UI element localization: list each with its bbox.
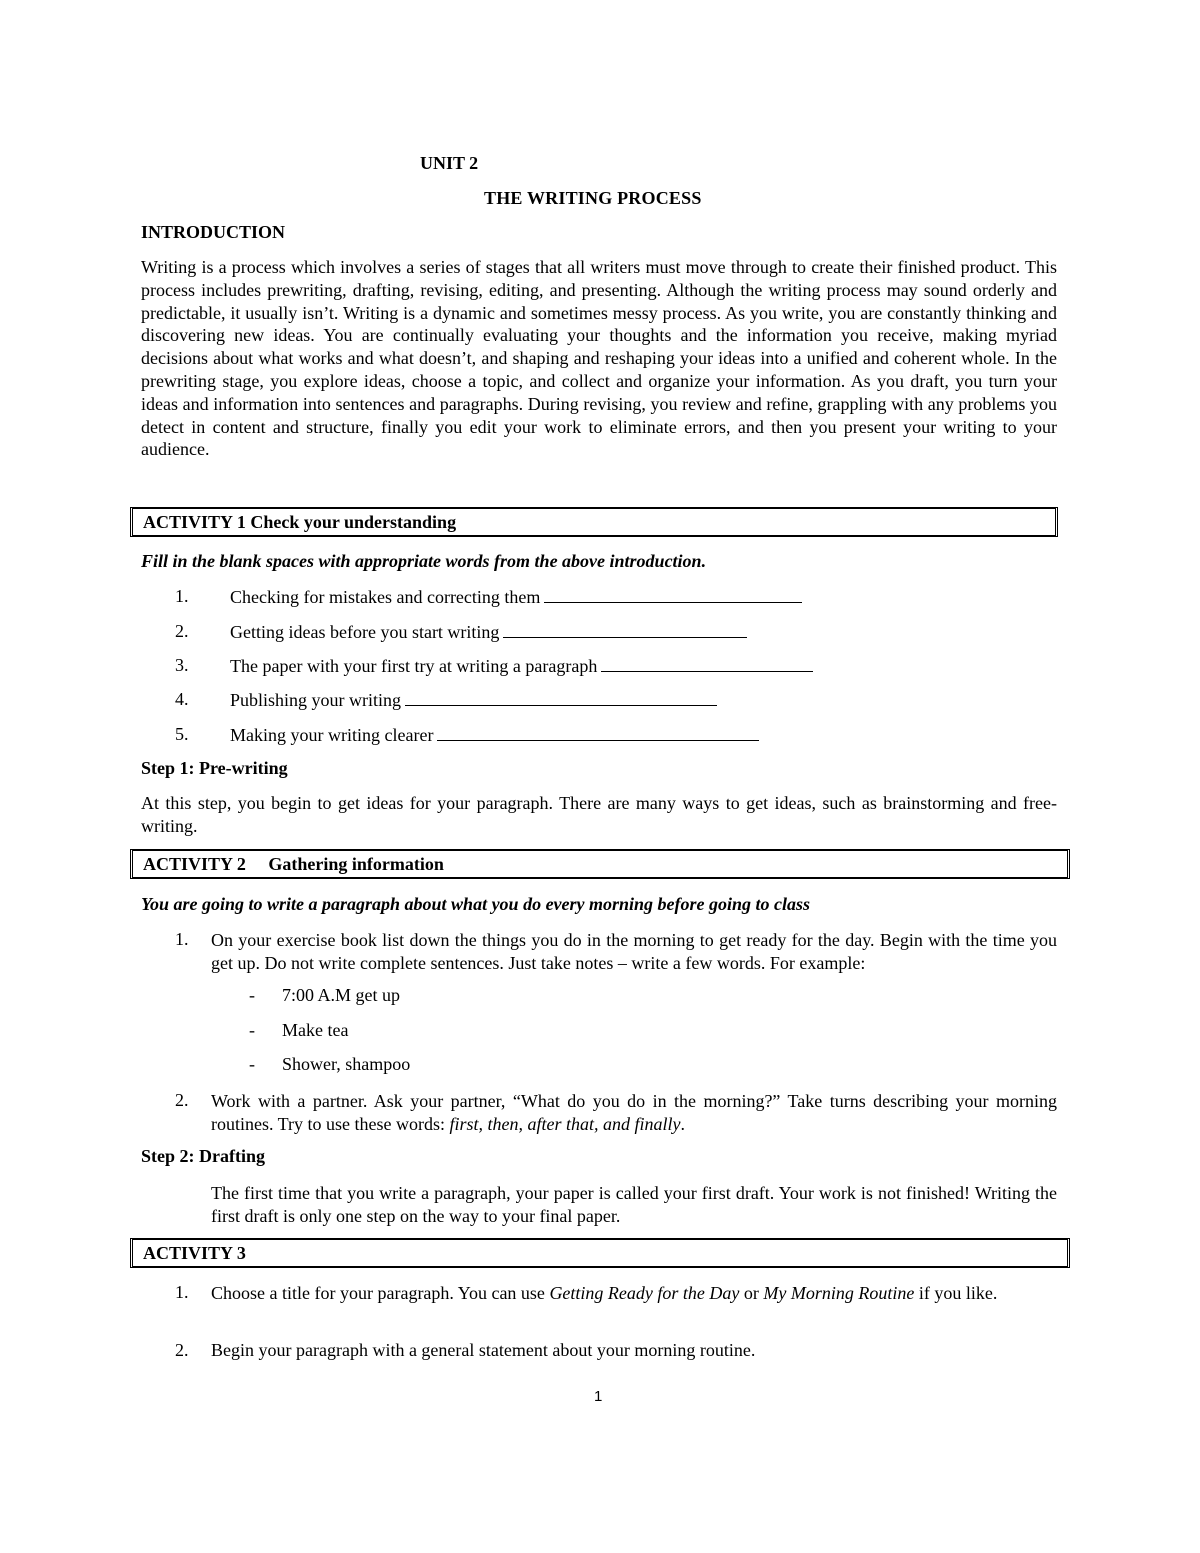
page-number: 1 <box>594 1388 603 1405</box>
activity-1-box <box>130 507 1058 537</box>
unit-label: UNIT 2 <box>420 153 479 173</box>
activity-3-item-1-title-a: Getting Ready for the Day <box>549 1283 740 1303</box>
example-3-dash: - <box>249 1054 255 1074</box>
activity-1-instruction: Fill in the blank spaces with appropriate words from the above introduction. <box>141 551 707 571</box>
activity-1-item-1-number: 1. <box>175 586 189 606</box>
activity-1-item-2-number: 2. <box>175 621 189 641</box>
activity-1-item-5-number: 5. <box>175 724 189 744</box>
activity-1-item-3-number: 3. <box>175 655 189 675</box>
activity-1-item-5-text: Making your writing clearer <box>230 725 434 745</box>
activity-1-item-3-text: The paper with your first try at writing a paragraph <box>230 656 598 676</box>
activity-1-label: ACTIVITY 1 Check your understanding <box>143 512 457 532</box>
example-2-text: Make tea <box>282 1020 349 1040</box>
activity-3-item-1-end: if you like. <box>914 1283 998 1303</box>
example-3-text: Shower, shampoo <box>282 1054 411 1074</box>
example-2-dash: - <box>249 1020 255 1040</box>
answer-blank[interactable] <box>601 655 813 672</box>
example-1-dash: - <box>249 985 255 1005</box>
activity-3-box <box>130 1238 1070 1268</box>
activity-2-instruction: You are going to write a paragraph about what you do every morning before going to class <box>141 894 811 914</box>
activity-2-box <box>130 849 1070 879</box>
activity-2-item-2-end: . <box>680 1113 685 1134</box>
answer-blank[interactable] <box>503 621 747 638</box>
activity-3-item-1 <box>211 1282 1057 1305</box>
activity-1-item-4-number: 4. <box>175 689 189 709</box>
activity-1-item-4 <box>230 689 717 711</box>
page-title: THE WRITING PROCESS <box>484 188 702 208</box>
answer-blank[interactable] <box>437 724 759 741</box>
activity-1-item-3 <box>230 655 813 677</box>
example-1-text: 7:00 A.M get up <box>282 985 401 1005</box>
step-1-text: At this step, you begin to get ideas for your paragraph. There are many ways to get ideas, such as brainstorming and free-writing. <box>141 793 1057 836</box>
answer-blank[interactable] <box>405 689 717 706</box>
activity-1-item-4-text: Publishing your writing <box>230 690 402 710</box>
activity-3-item-1-title-b: My Morning Routine <box>763 1283 915 1303</box>
activity-2-item-1-text: On your exercise book list down the things you do in the morning to get ready for the day. Begin with the time you get up. Do not write complete sentences. Just take notes – write a few words. For example: <box>211 930 1057 973</box>
answer-blank[interactable] <box>544 586 802 603</box>
activity-1-item-5 <box>230 724 759 746</box>
activity-2-label: ACTIVITY 2 Gathering information <box>143 854 444 874</box>
activity-3-item-1-or: or <box>739 1283 764 1303</box>
activity-2-item-2-text: Work with a partner. Ask your partner, “What do you do in the morning?” Take turns describing your morning routines. Try to use these words: <box>211 1091 1057 1134</box>
activity-1-item-1-text: Checking for mistakes and correcting them <box>230 587 541 607</box>
activity-3-label: ACTIVITY 3 <box>143 1243 246 1263</box>
activity-3-item-1-number: 1. <box>175 1282 189 1302</box>
activity-2-item-2-number: 2. <box>175 1090 189 1110</box>
introduction-heading: INTRODUCTION <box>141 222 286 242</box>
activity-1-item-2 <box>230 621 747 643</box>
introduction-text: Writing is a process which involves a series of stages that all writers must move through to create their finished product. This process includes prewriting, drafting, revising, editing, and presenting. Although the writing process may sound orderly and predictable, it usually isn’t. Writing is a dynamic and sometimes messy process. As you write, you are constantly thinking and discovering new ideas. You are continually evaluating your thoughts and the information you receive, making myriad decisions about what works and what doesn’t, and shaping and reshaping your ideas into a unified and coherent whole. In the prewriting stage, you explore ideas, choose a topic, and collect and organize your information. As you draft, you turn your ideas and information into sentences and paragraphs. During revising, you review and refine, grappling with any problems you detect in content and structure, finally you edit your work to eliminate errors, and then you present your writing to your audience. <box>141 257 1057 460</box>
activity-3-item-2-number: 2. <box>175 1340 189 1360</box>
activity-3-item-2-text: Begin your paragraph with a general statement about your morning routine. <box>211 1340 756 1360</box>
activity-1-item-2-text: Getting ideas before you start writing <box>230 622 500 642</box>
step-2-heading: Step 2: Drafting <box>141 1146 265 1166</box>
activity-1-item-1 <box>230 586 802 608</box>
activity-2-item-2-words: first, then, after that, and finally <box>449 1113 681 1134</box>
activity-3-item-1-text: Choose a title for your paragraph. You can use <box>211 1283 550 1303</box>
activity-2-item-1-number: 1. <box>175 929 189 949</box>
activity-2-item-2 <box>211 1090 1057 1136</box>
step-1-heading: Step 1: Pre-writing <box>141 758 288 778</box>
step-2-text: The first time that you write a paragraph, your paper is called your first draft. Your work is not finished! Writing the first draft is only one step on the way to your final paper. <box>211 1183 1057 1226</box>
